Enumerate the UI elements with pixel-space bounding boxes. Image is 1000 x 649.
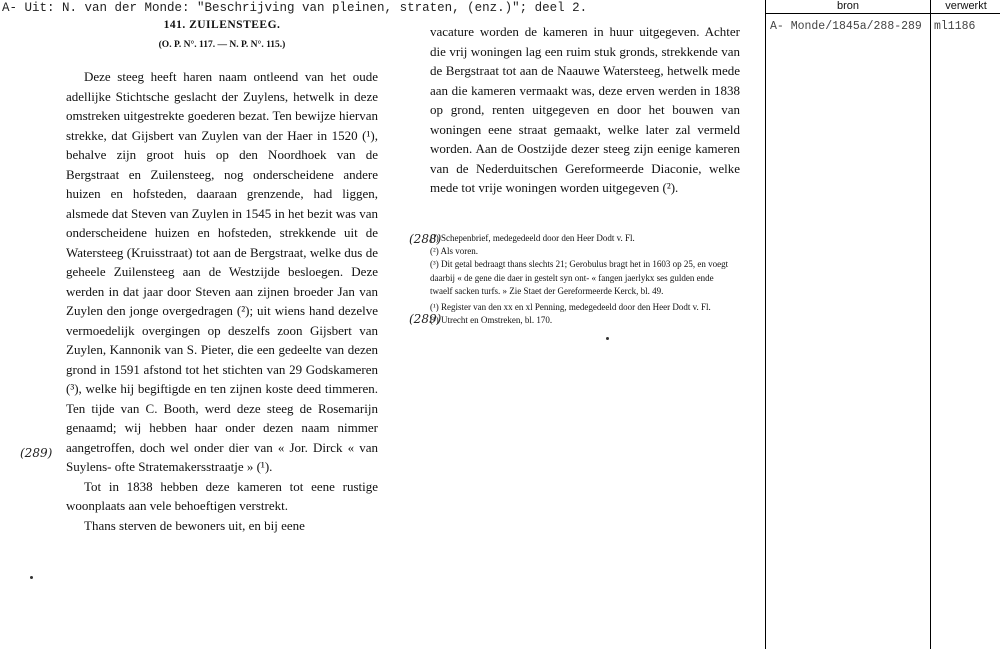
article-title: 141. ZUILENSTEEG. [163,19,281,31]
bron-value: A- Monde/1845a/288-289 [770,20,922,33]
footnote: (²) Utrecht en Omstreken, bl. 170. [430,315,553,326]
paragraph: Tot in 1838 hebben deze kameren tot eene rustige woonplaats aan vele behoeftigen verstrekt. [66,478,378,513]
paragraph: Deze steeg heeft haren naam ontleend van het oude adellijke Stichtsche geslacht der Zuylens, hetwelk in deze omstreken uitgestrekte goederen bezat. Ten bewijze hiervan strekke, dat Gijsbert van Zuylen van der Haer in 1520 (¹), behalve zijn groot huis op den Noordhoek van de Bergstraat en Zuilensteeg, nog onderscheidene andere huizen en hofsteden, daaraan grenzende, had liggen, alsmede dat Steven van Zuylen in 1545 in het bezit was van onderscheidene huizen en hofsteden, strekkende uit de Watersteeg (Kruisstraat) tot aan de Bergstraat, welke dus de geheele Zuilensteeg aan de Westzijde besloegen. Deze werden in dat jaar door Steven aan zijnen broeder Jan van Zuylen den jonge overgedragen (²); uit wiens hand dezelve vermoedelijk overgingen op deszelfs zoon Gijsbert van Zuylen, Kannonik van S. Pieter, die een gedeelte van dezen grond in 1591 afstond tot het stichten van 29 Godskameren (³), welke hij begiftigde en ten zijnen koste deed timmeren. Ten tijde van C. Booth, werd deze steeg de Rosemarijn genaamd; wij hebben haar onder dezen naam nimmer aangetroffen, doch wel onder dier van « Jor. Dirck « van Suylens- ofte Stratemakersstraatje » (¹). [66,69,378,474]
article-subtitle: (O. P. N°. 117. — N. P. N°. 115.) [158,39,286,50]
column-divider [930,0,931,649]
footnote: (²) Als voren. [430,246,478,257]
margin-page-note: (288) [409,232,442,246]
margin-page-note: (289) [20,446,53,460]
left-text-column [66,16,378,535]
verwerkt-header: verwerkt [931,0,1000,14]
metadata-table [766,0,1000,649]
paragraph-continued: vacature worden de kameren in huur uitgegeven. Achter die vrij woningen lag een ruim stuk gronds, strekkende van de Bergstraat tot aan de Naauwe Watersteeg, hetwelk mede aan die kameren vermaakt was, deze erven werden in 1838 op grond, renten uitgegeven en door het bouwen van woningen eene straat gemaakt, welke later zal vermeld worden. Aan de Oostzijde dezer steeg zijn eenige kameren van de Nederduitschen Gereformeerde Diaconie, welke mede tot vrije woningen worden uitgegeven (²). [430,24,740,195]
metadata-sidebar [765,0,1000,649]
verwerkt-value: ml1186 [934,20,976,33]
paragraph: Thans sterven de bewoners uit, en bij eene [84,517,305,533]
ink-speck [30,576,33,579]
footnote: (¹) Register van den xx en xl Penning, medegedeeld door den Heer Dodt v. Fl. [430,302,711,313]
footnotes [430,232,736,327]
bron-header: bron [766,0,930,14]
right-text-column [430,22,740,198]
ink-speck [606,337,609,340]
margin-page-note: (289) [409,312,442,326]
footnote: (¹) Schepenbrief, medegedeeld door den Heer Dodt v. Fl. [430,233,635,243]
source-line: A- Uit: N. van der Monde: "Beschrijving van pleinen, straten, (enz.)"; deel 2. [2,1,588,15]
footnote: (³) Dit getal bedraagt thans slechts 21; Gerobulus bragt het in 1603 op 25, en voegt daarbij « de gene die daer in gestelt syn ont- « fangen jaerlykx ses gulden ende twaelf sacken turfs. » Zie Staet der Gereformeerde Kerck, bl. 49. [430,259,729,296]
